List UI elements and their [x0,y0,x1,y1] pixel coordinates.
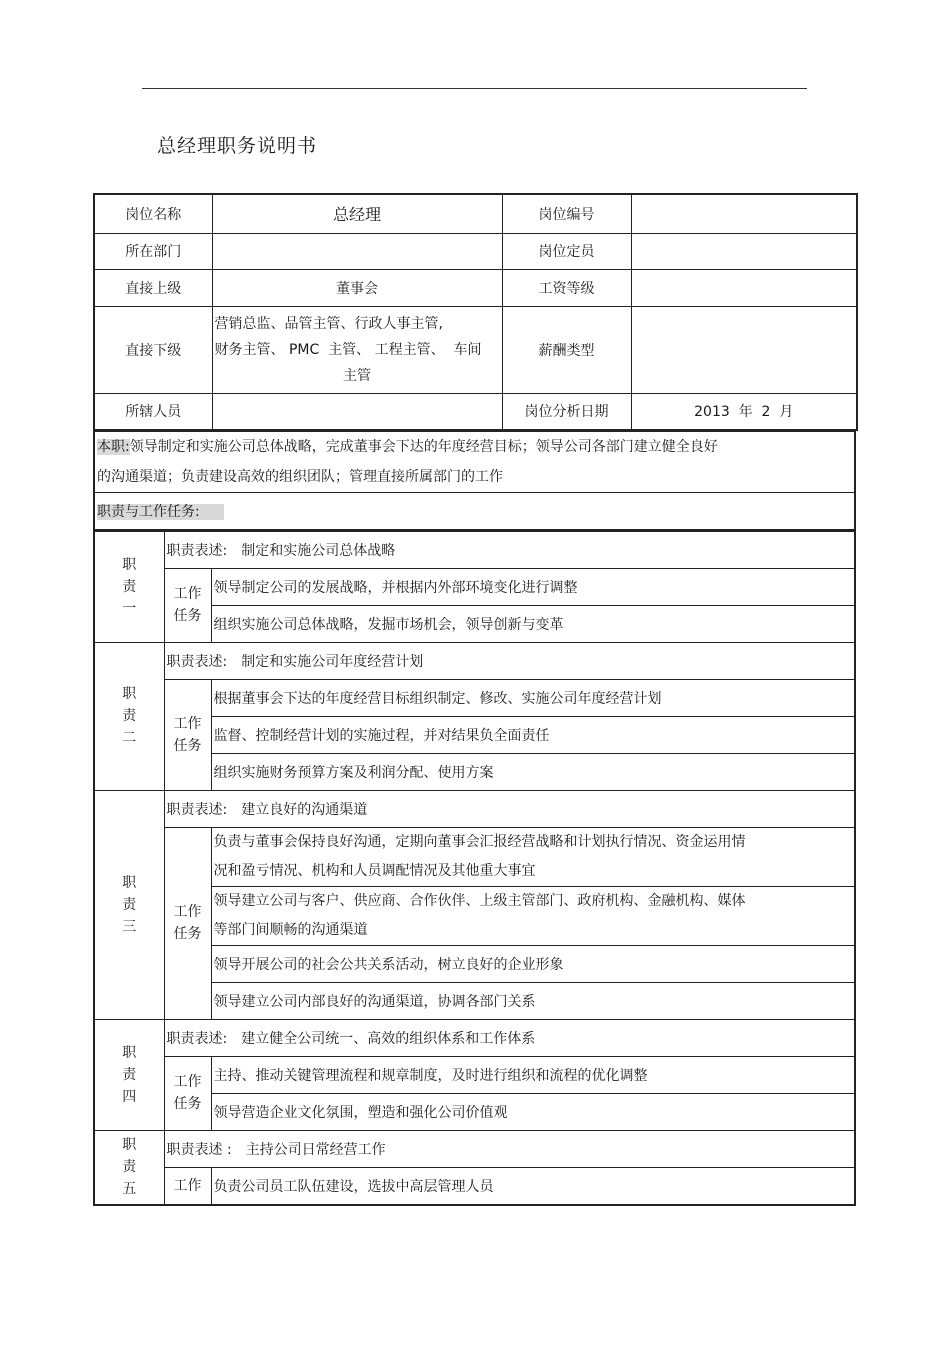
duties-table [93,531,856,1206]
position-code-label: 岗位编号 [502,194,631,233]
duty-number-cell [94,1130,164,1205]
core-duty-line: 的沟通渠道；负责建设高效的组织团队；管理直接所属部门的工作 [97,469,503,485]
duty-number-char: 三 [122,918,137,935]
pay-type-value [631,306,857,393]
job-description-sheet [93,193,856,1206]
headcount-value [631,233,857,269]
position-code-value [631,194,857,233]
work-task-item [211,945,855,982]
work-task-label-line: 工作 [173,1074,202,1090]
duty-number-char: 责 [122,1066,137,1083]
work-task-item [211,886,855,945]
work-task-label-line: 工作 [173,715,202,732]
core-duty-label: 本职: [97,439,130,455]
basic-info-table [93,193,858,431]
salary-grade-label: 工资等级 [502,269,631,306]
work-task-label-line: 任务 [173,926,202,942]
work-task-label [164,1056,211,1130]
duty-description-text: 建立良好的沟通渠道 [241,801,368,818]
work-task-label-line: 工作 [173,1177,202,1194]
subordinates-line: 营销总监、品管主管、行政人事主管, [214,315,443,332]
work-task-item [211,1167,855,1205]
position-name-label: 岗位名称 [94,194,212,233]
duty-number-cell [94,531,164,642]
work-task-label-line: 任务 [173,737,202,754]
duty-description-label: 职责表述: [166,542,228,559]
work-task-item [211,679,855,716]
subordinates-value [212,306,502,393]
document-title: 总经理职务说明书 [157,135,318,157]
work-task-item [211,982,855,1019]
work-task-line: 等部门间顺畅的沟通渠道 [213,921,368,938]
position-name-value: 总经理 [212,194,502,233]
staff-label: 所辖人员 [94,393,212,430]
headcount-label: 岗位定员 [502,233,631,269]
duty-number-char: 职 [122,874,137,891]
work-task-line: 领导建立公司与客户、供应商、合作伙伴、上级主管部门、政府机构、金融机构、媒体 [213,892,746,909]
duty-number-cell [94,1019,164,1130]
subordinates-label: 直接下级 [94,306,212,393]
work-task-label [164,827,211,1019]
staff-value [212,393,502,430]
duty-description-text: 主持公司日常经营工作 [245,1141,386,1158]
duty-number-char: 责 [122,578,137,595]
core-duty-cell [94,432,855,493]
work-task-line: 领导开展公司的社会公共关系活动，树立良好的企业形象 [213,956,564,973]
duty-description [164,642,855,679]
analysis-date-value: 2013 年 2 月 [631,393,857,430]
pay-type-label: 薪酬类型 [502,306,631,393]
work-task-label [164,1167,211,1205]
work-task-line: 领导制定公司的发展战略，并根据内外部环境变化进行调整 [213,579,578,596]
duty-number-char: 职 [122,686,137,702]
header-rule [142,88,807,89]
duty-number-char: 职 [122,1137,137,1153]
work-task-line: 监督、控制经营计划的实施过程，并对结果负全面责任 [213,727,550,744]
work-task-label-line: 任务 [173,608,202,624]
duties-header: 职责与工作任务: [97,504,224,520]
duty-number-char: 四 [122,1088,137,1105]
duty-description-text: 制定和实施公司年度经营计划 [241,653,424,670]
core-duty-line: 领导制定和实施公司总体战略，完成董事会下达的年度经营目标；领导公司各部门建立健全良好 [129,439,718,455]
work-task-item [211,1056,855,1093]
duty-description-text: 建立健全公司统一、高效的组织体系和工作体系 [241,1030,536,1047]
work-task-label [164,679,211,790]
work-task-line: 负责公司员工队伍建设，选拔中高层管理人员 [213,1178,494,1195]
duty-number-cell [94,790,164,1019]
duty-number-char: 二 [122,730,137,746]
superior-label: 直接上级 [94,269,212,306]
work-task-item [211,827,855,886]
duty-description [164,531,855,568]
work-task-item [211,716,855,753]
work-task-line: 况和盈亏情况、机构和人员调配情况及其他重大事宜 [213,862,536,879]
duty-number-char: 责 [122,708,137,724]
work-task-line: 组织实施公司总体战略，发掘市场机会，领导创新与变革 [213,616,564,633]
work-task-label-line: 工作 [173,904,202,920]
duty-description-label: 职责表述: [166,1030,228,1047]
work-task-item [211,1093,855,1130]
duty-description [164,1130,855,1167]
duty-number-char: 一 [122,600,137,617]
duty-description-label: 职责表述: [166,801,228,818]
duty-number-char: 五 [122,1181,137,1197]
work-task-line: 根据董事会下达的年度经营目标组织制定、修改、实施公司年度经营计划 [213,690,662,707]
analysis-date-label: 岗位分析日期 [502,393,631,430]
duty-number-char: 责 [122,896,137,913]
duty-description [164,790,855,827]
work-task-label-line: 工作 [173,586,202,602]
duty-description [164,1019,855,1056]
duty-description-label: 职责表述: [166,653,228,670]
subordinates-line: 主管 [343,367,371,384]
duty-number-char: 职 [122,556,137,573]
work-task-label [164,568,211,642]
work-task-line: 领导建立公司内部良好的沟通渠道，协调各部门关系 [213,993,536,1010]
work-task-item [211,753,855,790]
department-label: 所在部门 [94,233,212,269]
duty-number-char: 职 [122,1044,137,1061]
core-duty-table [93,431,856,531]
work-task-line: 领导营造企业文化氛围，塑造和强化公司价值观 [213,1104,508,1121]
work-task-item [211,568,855,605]
duties-header-cell [94,493,855,530]
work-task-line: 负责与董事会保持良好沟通，定期向董事会汇报经营战略和计划执行情况、资金运用情 [213,833,746,850]
work-task-item [211,605,855,642]
work-task-label-line: 任务 [173,1096,202,1112]
department-value [212,233,502,269]
duty-description-label: 职责表述 : [166,1141,232,1158]
subordinates-line: 财务主管、 PMC 主管、 工程主管、 车间 [214,341,482,358]
duty-description-text: 制定和实施公司总体战略 [241,542,396,559]
superior-value: 董事会 [212,269,502,306]
salary-grade-value [631,269,857,306]
duty-number-cell [94,642,164,790]
work-task-line: 主持、推动关键管理流程和规章制度，及时进行组织和流程的优化调整 [213,1067,648,1084]
duty-number-char: 责 [122,1159,137,1175]
work-task-line: 组织实施财务预算方案及利润分配、使用方案 [213,764,494,781]
